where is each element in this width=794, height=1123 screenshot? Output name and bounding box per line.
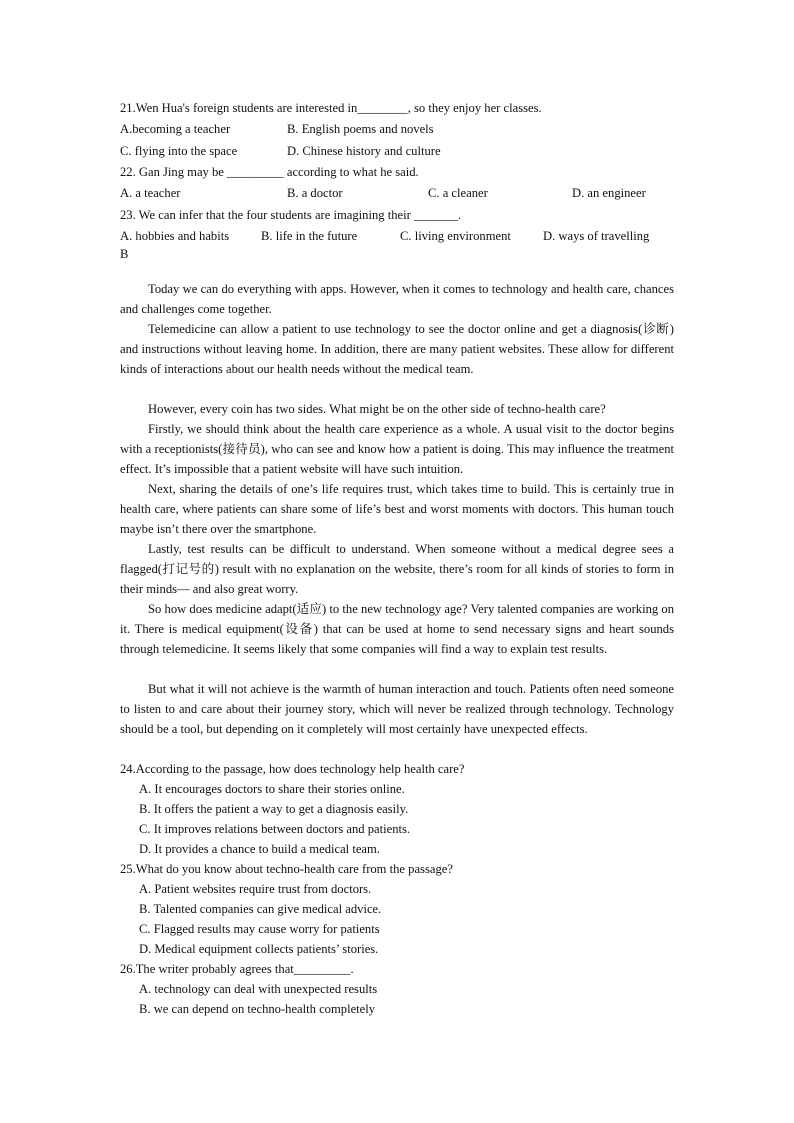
question-23-option-c: C. living environment [400,229,511,243]
question-24-option-a: A. It encourages doctors to share their stories online. [139,782,405,796]
question-24-option-c: C. It improves relations between doctors and patients. [139,822,411,836]
question-26-option-a: A. technology can deal with unexpected results [139,982,378,996]
question-25-option-a: A. Patient websites require trust from doctors. [139,882,372,896]
passage-paragraph-7: So how does medicine adapt(适应) to the new technology age? Very talented companies are working on it. There is medical equipment(设备) that can be used at home to send necessary signs and heart sounds through telemedicine. It seems likely that some companies will find a way to explain test results. [120,602,674,656]
question-22-option-c: C. a cleaner [428,186,488,200]
question-22-option-a: A. a teacher [120,186,181,200]
question-25-option-b: B. Talented companies can give medical advice. [139,902,382,916]
question-23-option-a: A. hobbies and habits [120,229,230,243]
question-22-option-b: B. a doctor [287,186,343,200]
question-24-option-d: D. It provides a chance to build a medical team. [139,842,380,856]
question-21-stem: 21.Wen Hua's foreign students are interested in________, so they enjoy her classes. [120,101,542,115]
question-25-option-c: C. Flagged results may cause worry for patients [139,922,380,936]
question-21-option-b: B. English poems and novels [287,122,434,136]
question-23-option-b: B. life in the future [261,229,358,243]
section-label: B [120,247,129,261]
question-24-option-b: B. It offers the patient a way to get a diagnosis easily. [139,802,409,816]
question-22-stem: 22. Gan Jing may be _________ according to what he said. [120,165,419,179]
passage-paragraph-6: Lastly, test results can be difficult to understand. When someone without a medical degree sees a flagged(打记号的) result with no explanation on the website, there’s room for all kinds of stories to form in their minds— and also great worry. [120,542,674,596]
question-25-stem: 25.What do you know about techno-health care from the passage? [120,862,453,876]
passage-paragraph-1: Today we can do everything with apps. However, when it comes to technology and health care, chances and challenges come together. [120,282,674,316]
question-21-option-d: D. Chinese history and culture [287,144,441,158]
passage-paragraph-3: However, every coin has two sides. What might be on the other side of techno-health care? [148,402,606,416]
passage-paragraph-2: Telemedicine can allow a patient to use technology to see the doctor online and get a diagnosis(诊断) and instructions without leaving home. In addition, there are many patient websites. These allow for different kinds of interactions about our health needs without the medical team. [120,322,674,376]
question-26-option-b: B. we can depend on techno-health completely [139,1002,376,1016]
question-22-option-d: D. an engineer [572,186,646,200]
question-23-option-d: D. ways of travelling [543,229,650,243]
question-21-option-a: A.becoming a teacher [120,122,231,136]
passage-paragraph-8: But what it will not achieve is the warmth of human interaction and touch. Patients often need someone to listen to and care about their journey story, which will never be realized through technology. Technology should be a tool, but depending on it completely will most certainly have unexpected effects. [120,682,674,736]
passage-paragraph-5: Next, sharing the details of one’s life requires trust, which takes time to build. This is certainly true in health care, where patients can share some of life’s best and worst moments with doctors. This human touch maybe isn’t there over the smartphone. [120,482,674,536]
question-21-option-c: C. flying into the space [120,144,238,158]
question-25-option-d: D. Medical equipment collects patients’ stories. [139,942,379,956]
passage-paragraph-4: Firstly, we should think about the health care experience as a whole. A usual visit to the doctor begins with a receptionists(接待员), who can see and know how a patient is doing. This may influence the treatment effect. It’s impossible that a patient website will have such intuition. [120,422,674,476]
question-23-stem: 23. We can infer that the four students are imagining their _______. [120,208,462,222]
question-24-stem: 24.According to the passage, how does technology help health care? [120,762,465,776]
question-26-stem: 26.The writer probably agrees that_________. [120,962,354,976]
